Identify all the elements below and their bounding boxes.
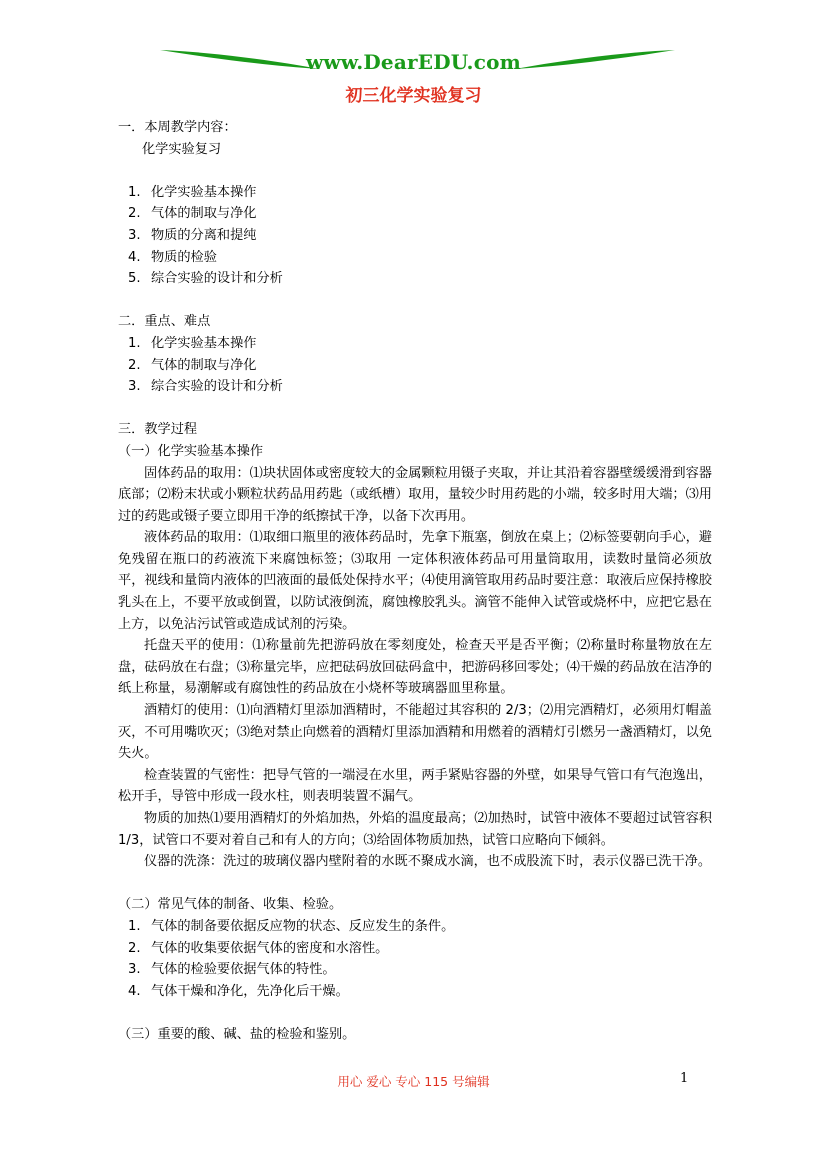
page-number: 1 bbox=[680, 1071, 689, 1086]
section-1-subtitle: 化学实验复习 bbox=[142, 141, 222, 157]
list-item: 1. 气体的制备要依据反应物的状态、反应发生的条件。 bbox=[128, 918, 455, 934]
part-2-heading: （二）常见气体的制备、收集、检验。 bbox=[118, 897, 343, 913]
section-2-heading: 二．重点、难点 bbox=[118, 314, 211, 330]
list-item: 3. 气体的检验要依据气体的特性。 bbox=[128, 962, 336, 978]
footer-text: 用心 爱心 专心 115 号编辑 bbox=[337, 1074, 490, 1089]
list-item: 1. 化学实验基本操作 bbox=[128, 184, 257, 200]
part-1-heading: （一）化学实验基本操作 bbox=[118, 443, 264, 459]
list-item: 2. 气体的制取与净化 bbox=[128, 206, 257, 222]
paragraph-alcohol-lamp: 酒精灯的使用：⑴向酒精灯里添加酒精时，不能超过其容积的 2/3；⑵用完酒精灯，必须用灯帽盖灭，不可用嘴吹灭；⑶绝对禁止向燃着的酒精灯里添加酒精和用燃着的酒精灯引燃另一盏酒精灯，以免失火。 bbox=[118, 703, 712, 762]
document-body bbox=[118, 117, 712, 1046]
paragraph-solid: 固体药品的取用：⑴块状固体或密度较大的金属颗粒用镊子夹取，并让其沿着容器壁缓缓滑到容器底部；⑵粉末状或小颗粒状药品用药匙（或纸槽）取用，量较少时用药匙的小端，较多时用大端；⑶用过的药匙或镊子要立即用干净的纸擦拭干净，以备下次再用。 bbox=[118, 465, 712, 524]
part-3-heading: （三）重要的酸、碱、盐的检验和鉴别。 bbox=[118, 1026, 356, 1042]
list-item: 2. 气体的制取与净化 bbox=[128, 357, 257, 373]
list-item: 5. 综合实验的设计和分析 bbox=[128, 271, 283, 287]
list-item: 2. 气体的收集要依据气体的密度和水溶性。 bbox=[128, 940, 389, 956]
section-3-heading: 三．教学过程 bbox=[118, 422, 198, 438]
list-item: 3. 物质的分离和提纯 bbox=[128, 227, 257, 243]
list-item: 4. 物质的检验 bbox=[128, 249, 217, 265]
list-item: 3. 综合实验的设计和分析 bbox=[128, 379, 283, 395]
paragraph-liquid: 液体药品的取用：⑴取细口瓶里的液体药品时，先拿下瓶塞，倒放在桌上；⑵标签要朝向手心，避免残留在瓶口的药液流下来腐蚀标签；⑶取用 一定体积液体药品可用量筒取用，读数时量筒必须放平，视线和量筒内液体的凹液面的最低处保持水平；⑷使用滴管取用药品时要注意：取液后应保持橡胶乳头在上，不要平放或倒置，以防试液倒流，腐蚀橡胶乳头。滴管不能伸入试管或烧杯中，应把它悬在上方，以免沾污试管或造成试剂的污染。 bbox=[118, 530, 712, 632]
paragraph-airtightness: 检查装置的气密性：把导气管的一端浸在水里，两手紧贴容器的外壁，如果导气管口有气泡逸出，松开手，导管中形成一段水柱，则表明装置不漏气。 bbox=[118, 767, 712, 805]
paragraph-balance: 托盘天平的使用：⑴称量前先把游码放在零刻度处，检查天平是否平衡；⑵称量时称量物放在左盘，砝码放在右盘；⑶称量完毕，应把砝码放回砝码盒中，把游码移回零处；⑷干燥的药品放在洁净的纸上称量，易潮解或有腐蚀性的药品放在小烧杯等玻璃器皿里称量。 bbox=[118, 638, 712, 697]
right-swoosh bbox=[515, 46, 675, 76]
section-1-heading: 一．本周教学内容： bbox=[118, 120, 237, 135]
site-url[interactable]: www.DearEDU.com bbox=[305, 50, 521, 74]
list-item: 1. 化学实验基本操作 bbox=[128, 335, 257, 351]
paragraph-washing: 仪器的洗涤：洗过的玻璃仪器内壁附着的水既不聚成水滴，也不成股流下时，表示仪器已洗干净。 bbox=[144, 854, 712, 870]
paragraph-heating: 物质的加热⑴要用酒精灯的外焰加热，外焰的温度最高；⑵加热时，试管中液体不要超过试管容积 1/3，试管口不要对着自己和有人的方向；⑶给固体物质加热，试管口应略向下倾斜。 bbox=[118, 811, 712, 848]
page-header bbox=[0, 46, 827, 86]
document-title: 初三化学实验复习 bbox=[345, 86, 482, 106]
list-item: 4. 气体干燥和净化，先净化后干燥。 bbox=[128, 983, 349, 999]
